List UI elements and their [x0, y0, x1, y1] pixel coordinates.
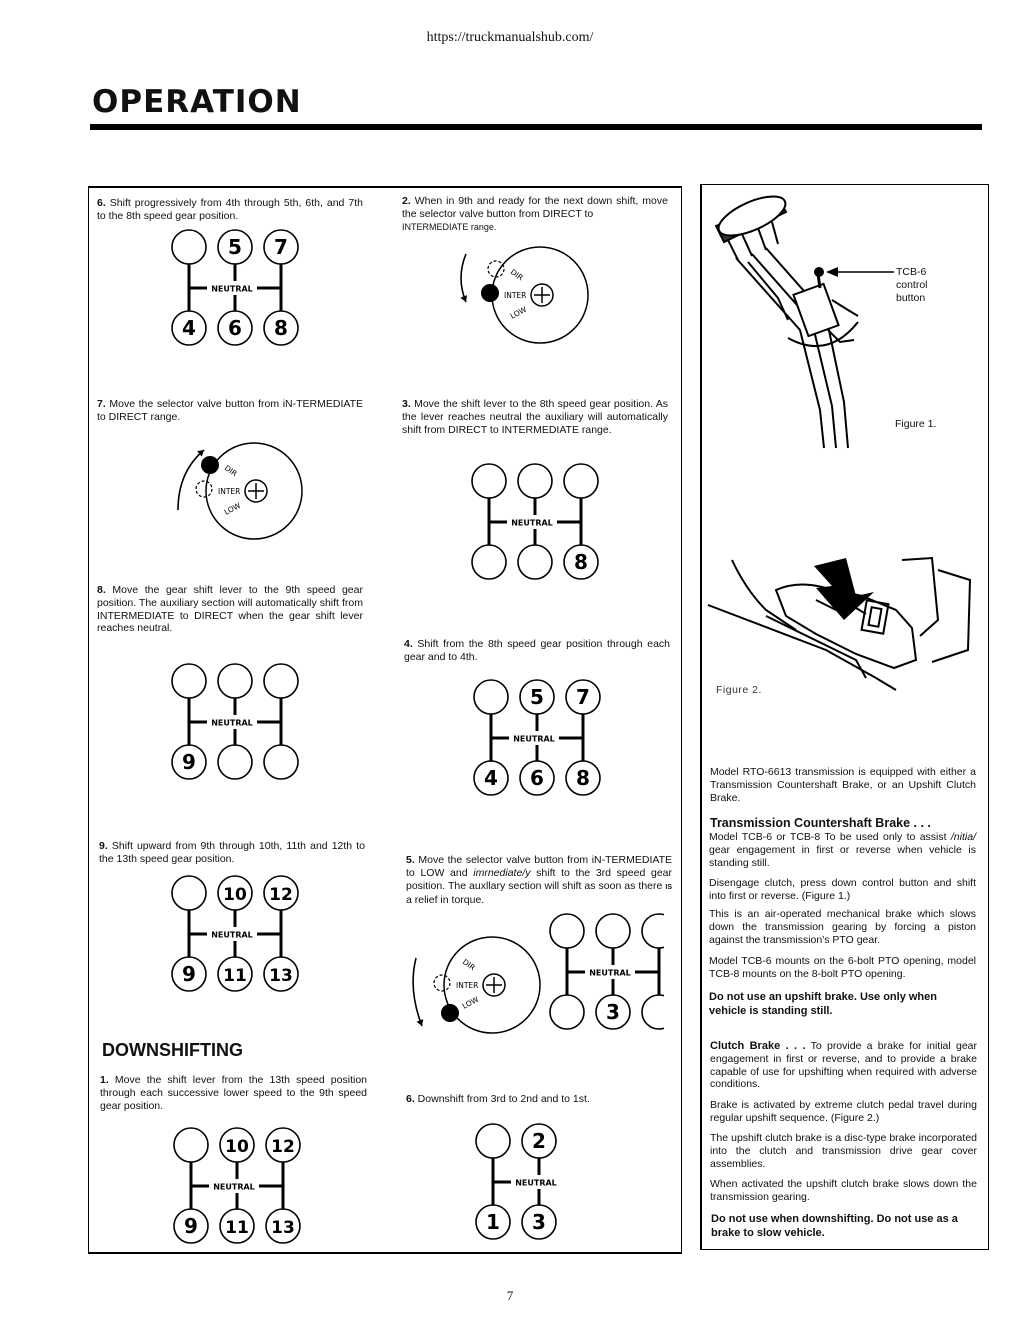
gear-number-label: 5	[530, 685, 544, 709]
gear-number-label: 1	[486, 1210, 500, 1234]
shift-pattern-svg	[474, 1122, 558, 1242]
gear-position-circle	[642, 995, 664, 1029]
clutch-brake-paragraph-1: Clutch Brake . . . To provide a brake for initial gear engagement in first or reverse, and to provide a brake capable of use for upshifting when required with adverse conditions.	[710, 1040, 977, 1091]
gear-number-label: 4	[182, 316, 196, 340]
clutch-brake-warning: Do not use when downshifting. Do not use as a brake to slow vehicle.	[711, 1213, 958, 1239]
tcb-paragraph-4: Model TCB-6 mounts on the 6-bolt PTO opening, model TCB-8 mounts on the 8-bolt PTO opening.	[709, 955, 976, 980]
shift-pattern-svg	[172, 1126, 302, 1246]
neutral-label: NEUTRAL	[211, 284, 253, 294]
neutral-label: NEUTRAL	[515, 1178, 557, 1188]
selector-dir-label: DIR	[460, 957, 477, 973]
tcb-paragraph-1: Model TCB-6 or TCB-8 To be used only to assist /nitia/ gear engagement in first or reverse when vehicle is standing still.	[709, 831, 976, 869]
gear-position-circle	[550, 995, 584, 1029]
gear-number-label: 11	[225, 1218, 249, 1238]
figure-1-tcb-illustration	[708, 190, 948, 450]
gear-number-label: 13	[271, 1218, 295, 1238]
gear-position-circle	[518, 464, 552, 498]
gear-number-label: 5	[228, 235, 242, 259]
selector-inter-label: INTER	[218, 487, 241, 496]
page-number: 7	[506, 1288, 514, 1303]
tcb-heading: Transmission Countershaft Brake . . .	[710, 816, 931, 830]
step-8-up: 8. Move the gear shift lever to the 9th speed gear position. The auxiliary section will automatically shift from INTERMEDIATE to DIRECT when the gear shift lever reaches neutral.	[97, 584, 363, 635]
clutch-brake-paragraph-4: When activated the upshift clutch brake slows down the transmission gearing.	[710, 1178, 977, 1203]
gear-number-label: 8	[274, 316, 288, 340]
downshift-step-5: 5. Move the selector valve button from iN-TERMEDIATE to LOW and imrnediate/y shift to the 3rd speed gear position. The auxllary section will shift as soon as there IS a relief in torque.	[406, 854, 672, 907]
gear-position-circle	[172, 876, 206, 910]
gear-position-circle	[218, 745, 252, 779]
selector-low-label: LOW	[460, 994, 481, 1011]
shift-pattern-svg	[548, 912, 664, 1032]
gear-number-label: 6	[530, 766, 544, 790]
gear-number-label: 8	[576, 766, 590, 790]
step-9-up: 9. Shift upward from 9th through 10th, 11th and 12th to the 13th speed gear position.	[99, 840, 365, 865]
shift-pattern-svg	[470, 462, 600, 582]
gear-number-label: 9	[182, 962, 196, 986]
gear-number-label: 13	[269, 966, 293, 986]
selector-inter-label: INTER	[504, 291, 527, 300]
neutral-label: NEUTRAL	[513, 734, 555, 744]
selector-valve-svg	[166, 436, 306, 546]
gear-number-label: 10	[225, 1137, 249, 1157]
shift-pattern-svg	[170, 874, 300, 994]
figure-1-caption: Figure 1.	[895, 418, 937, 430]
gear-number-label: 10	[223, 885, 247, 905]
step-6-up: 6. Shift progressively from 4th through 5th, 6th, and 7th to the 8th speed gear position.	[97, 197, 363, 222]
downshift-step-6: 6. Downshift from 3rd to 2nd and to 1st.	[406, 1093, 590, 1105]
gear-number-label: 3	[606, 1000, 620, 1024]
gear-number-label: 6	[228, 316, 242, 340]
gear-number-label: 4	[484, 766, 498, 790]
tcb-paragraph-2: Disengage clutch, press down control button and shift into first or reverse. (Figure 1.)	[709, 877, 976, 902]
selector-dir-label: DIR	[508, 267, 525, 283]
gear-position-circle	[264, 664, 298, 698]
selector-low-label: LOW	[508, 304, 529, 321]
shift-pattern-svg	[472, 678, 602, 798]
gear-position-circle	[174, 1128, 208, 1162]
tcb-paragraph-3: This is an air-operated mechanical brake which slows down the transmission gearing by forcing a piston against the transmission's PTO gear.	[709, 908, 976, 946]
gear-number-label: 11	[223, 966, 247, 986]
step-7-up: 7. Move the selector valve button from iN-TERMEDIATE to DIRECT range.	[97, 398, 363, 423]
gear-number-label: 8	[574, 550, 588, 574]
shift-pattern-8	[170, 662, 300, 787]
neutral-label: NEUTRAL	[589, 968, 631, 978]
selector-valve-7	[166, 436, 306, 551]
gear-position-circle	[476, 1124, 510, 1158]
figure-2-caption: Figure 2.	[716, 684, 762, 696]
shift-pattern-9	[170, 874, 300, 999]
intro-paragraph: Model RTO-6613 transmission is equipped with either a Transmission Countershaft Brake, or an Upshift Clutch Brake.	[710, 766, 976, 804]
gear-number-label: 3	[532, 1210, 546, 1234]
downshift-step-3: 3. Move the shift lever to the 8th speed gear position. As the lever reaches neutral the auxiliary will automatically shift from DIRECT to INTERMEDIATE range.	[402, 398, 668, 436]
gear-position-circle	[642, 914, 664, 948]
neutral-label: NEUTRAL	[213, 1182, 255, 1192]
gear-position-circle	[474, 680, 508, 714]
shift-pattern-d4	[472, 678, 602, 803]
gear-number-label: 12	[271, 1137, 295, 1157]
shift-pattern-d3	[470, 462, 600, 587]
title-rule	[90, 124, 982, 130]
gear-number-label: 7	[274, 235, 288, 259]
gear-number-label: 12	[269, 885, 293, 905]
selector-valve-d5	[404, 930, 544, 1045]
gear-position-circle	[518, 545, 552, 579]
selector-valve-d2	[452, 240, 592, 355]
neutral-label: NEUTRAL	[511, 518, 553, 528]
tcb-warning: Do not use an upshift brake. Use only when vehicle is standing still.	[709, 991, 937, 1017]
page-title: OPERATION	[92, 84, 302, 120]
neutral-label: NEUTRAL	[211, 930, 253, 940]
gear-number-label: 2	[532, 1129, 546, 1153]
selector-valve-svg	[404, 930, 544, 1040]
shift-pattern-svg	[170, 662, 300, 782]
downshift-step-2: 2. When in 9th and ready for the next down shift, move the selector valve button from DIRECT to INTERMEDIATE range.	[402, 195, 668, 232]
figure-2-clutch-pedal-illustration	[706, 550, 976, 700]
shift-pattern-d5	[548, 912, 664, 1037]
gear-position-circle	[218, 664, 252, 698]
downshifting-heading: DOWNSHIFTING	[102, 1040, 243, 1060]
selector-inter-label: INTER	[456, 981, 479, 990]
gear-position-circle	[564, 464, 598, 498]
gear-number-label: 9	[184, 1214, 198, 1238]
clutch-brake-paragraph-2: Brake is activated by extreme clutch pedal travel during regular upshift sequence. (Figure 2.)	[710, 1099, 977, 1124]
downshift-step-1: 1. Move the shift lever from the 13th speed position through each successive lower speed to the 9th speed gear position.	[100, 1074, 367, 1112]
gear-position-circle	[550, 914, 584, 948]
source-url: https://truckmanualshub.com/	[426, 30, 594, 45]
gear-number-label: 7	[576, 685, 590, 709]
selector-dir-label: DIR	[222, 463, 239, 479]
tcb-callout-label: TCB-6 control button	[896, 266, 928, 304]
gear-position-circle	[472, 464, 506, 498]
gear-position-circle	[472, 545, 506, 579]
shift-pattern-6	[170, 228, 300, 353]
downshift-step-4: 4. Shift from the 8th speed gear position through each gear and to 4th.	[404, 638, 670, 663]
gear-number-label: 9	[182, 750, 196, 774]
selector-low-label: LOW	[222, 500, 243, 517]
shift-pattern-svg	[170, 228, 300, 348]
shift-pattern-d6	[474, 1122, 558, 1247]
gear-position-circle	[264, 745, 298, 779]
shift-pattern-d1	[172, 1126, 302, 1251]
neutral-label: NEUTRAL	[211, 718, 253, 728]
gear-position-circle	[172, 230, 206, 264]
clutch-brake-paragraph-3: The upshift clutch brake is a disc-type brake incorporated into the clutch and transmission drive gear cover assemblies.	[710, 1132, 977, 1170]
selector-valve-svg	[452, 240, 592, 350]
gear-position-circle	[172, 664, 206, 698]
gear-position-circle	[596, 914, 630, 948]
